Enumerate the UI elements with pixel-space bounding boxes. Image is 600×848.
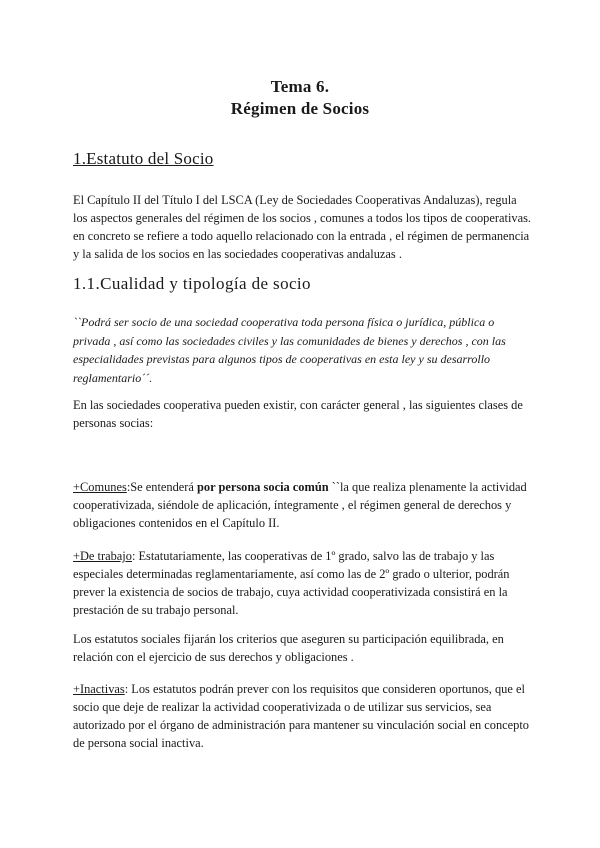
page-title-line2: Régimen de Socios (230, 99, 370, 118)
item-comunes-after: ``la que realiza plenamente la actividad cooperativizada, siéndole de aplicación, íntegramente , el régimen general de derechos y obligaciones contenidos en el Capítulo II. (73, 480, 527, 530)
page-title-line1: Tema 6. (270, 77, 330, 96)
section-heading-cualidad: 1.1.Cualidad y tipología de socio (73, 274, 311, 293)
item-trabajo-text: : Estatutariamente, las cooperativas de 1º grado, salvo las de trabajo y las especiales determinadas reglamentariamente, así como las de 2º grado o ulterior, podrán prever la existencia de socios de trabajo, cuya actividad cooperativizada consistirá en la prestación de su trabajo personal. (73, 549, 510, 617)
estatutos-paragraph: Los estatutos sociales fijarán los criterios que aseguren su participación equilibrada, en relación con el ejercicio de sus derechos y obligaciones . (73, 632, 504, 664)
section-heading-estatuto: 1.Estatuto del Socio (73, 149, 214, 168)
item-trabajo-label: +De trabajo (73, 549, 132, 563)
intro-paragraph: En las sociedades cooperativa pueden existir, con carácter general , las siguientes clases de personas socias: (73, 398, 523, 430)
item-inactivas-text: : Los estatutos podrán prever con los requisitos que consideren oportunos, que el socio que deje de realizar la actividad cooperativizada o de utilizar sus servicios, sea autorizado por el órgano de administración para mantener su vinculación social en concepto de persona social inactiva. (73, 682, 529, 750)
item-inactivas (73, 680, 531, 752)
law-quote: ``Podrá ser socio de una sociedad cooperativa toda persona física o jurídica, pública o privada , así como las sociedades civiles y las comunidades de bienes y derechos , con las especialidades previstas para algunos tipos de cooperativas en esta ley y su desarrollo reglamentario´´. (73, 315, 506, 385)
item-comunes (73, 478, 531, 532)
item-comunes-bold: por persona socia común (197, 480, 329, 494)
item-trabajo (73, 547, 531, 619)
item-inactivas-label: +Inactivas (73, 682, 125, 696)
section1-paragraph: El Capítulo II del Título I del LSCA (Ley de Sociedades Cooperativas Andaluzas), regula los aspectos generales del régimen de los socios , comunes a todos los tipos de cooperativas. en concreto se refiere a todo aquello relacionado con la entrada , el régimen de permanencia y la salida de los socios en las sociedades cooperativas andaluzas . (73, 193, 531, 261)
item-comunes-label: +Comunes (73, 480, 127, 494)
item-comunes-before: :Se entenderá (126, 480, 197, 494)
